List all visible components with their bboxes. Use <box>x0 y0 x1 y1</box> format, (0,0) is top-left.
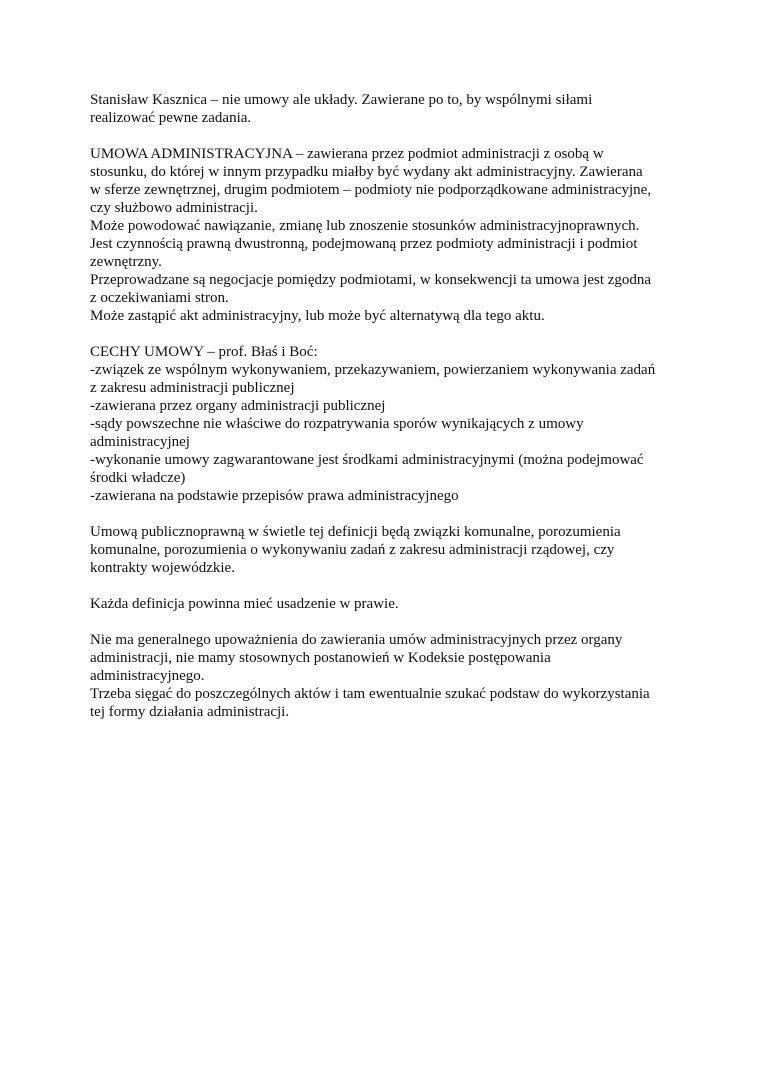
text-line: Może powodować nawiązanie, zmianę lub znoszenie stosunków administracyjnoprawnych. <box>90 218 640 234</box>
text-line: z zakresu administracji publicznej <box>90 380 295 396</box>
text-line: stosunku, do której w innym przypadku miałby być wydany akt administracyjny. Zawierana <box>90 164 643 180</box>
list-item: -zawierana na podstawie przepisów prawa administracyjnego <box>90 488 459 504</box>
text-line: realizować pewne zadania. <box>90 110 252 126</box>
text-line: zewnętrzny. <box>90 254 162 270</box>
text-line: Jest czynnością prawną dwustronną, podejmowaną przez podmioty administracji i podmiot <box>90 236 638 252</box>
text-line: tej formy działania administracji. <box>90 704 290 720</box>
paragraph-gap <box>90 127 680 145</box>
text-line: UMOWA ADMINISTRACYJNA – zawierana przez podmiot administracji z osobą w <box>90 146 604 162</box>
paragraph-kasznica <box>90 91 680 127</box>
text-line: Umową publicznoprawną w świetle tej definicji będą związki komunalne, porozumienia <box>90 524 621 540</box>
paragraph-umowa-administracyjna <box>90 145 680 325</box>
paragraph-definicja <box>90 595 680 613</box>
list-item: -związek ze wspólnym wykonywaniem, przekazywaniem, powierzaniem wykonywania zadań <box>90 362 656 378</box>
document-body <box>90 91 680 721</box>
paragraph-gap <box>90 613 680 631</box>
text-line: kontrakty wojewódzkie. <box>90 560 235 576</box>
text-line: Stanisław Kasznica – nie umowy ale układy. Zawierane po to, by wspólnymi siłami <box>90 92 593 108</box>
text-line: Każda definicja powinna mieć usadzenie w prawie. <box>90 596 399 612</box>
text-line: CECHY UMOWY – prof. Błaś i Boć: <box>90 344 318 360</box>
text-line: administracyjnej <box>90 434 190 450</box>
text-line: Trzeba sięgać do poszczególnych aktów i tam ewentualnie szukać podstaw do wykorzystania <box>90 686 650 702</box>
paragraph-gap <box>90 577 680 595</box>
text-line: komunalne, porozumienia o wykonywaniu zadań z zakresu administracji rządowej, czy <box>90 542 615 558</box>
text-line: administracyjnego. <box>90 668 205 684</box>
paragraph-umowa-publicznoprawna <box>90 523 680 577</box>
paragraph-gap <box>90 505 680 523</box>
text-line: Przeprowadzane są negocjacje pomiędzy podmiotami, w konsekwencji ta umowa jest zgodna <box>90 272 652 288</box>
text-line: środki władcze) <box>90 470 186 486</box>
list-item: -wykonanie umowy zagwarantowane jest środkami administracyjnymi (można podejmować <box>90 452 644 468</box>
paragraph-upowaznienie <box>90 631 680 721</box>
list-item: -zawierana przez organy administracji publicznej <box>90 398 386 414</box>
paragraph-cechy-umowy <box>90 343 680 505</box>
text-line: z oczekiwaniami stron. <box>90 290 229 306</box>
text-line: w sferze zewnętrznej, drugim podmiotem – podmioty nie podporządkowane administracyjne, <box>90 182 652 198</box>
list-item: -sądy powszechne nie właściwe do rozpatrywania sporów wynikających z umowy <box>90 416 584 432</box>
text-line: administracji, nie mamy stosownych postanowień w Kodeksie postępowania <box>90 650 551 666</box>
text-line: Może zastąpić akt administracyjny, lub może być alternatywą dla tego aktu. <box>90 308 545 324</box>
paragraph-gap <box>90 325 680 343</box>
text-line: czy służbowo administracji. <box>90 200 258 216</box>
text-line: Nie ma generalnego upoważnienia do zawierania umów administracyjnych przez organy <box>90 632 623 648</box>
